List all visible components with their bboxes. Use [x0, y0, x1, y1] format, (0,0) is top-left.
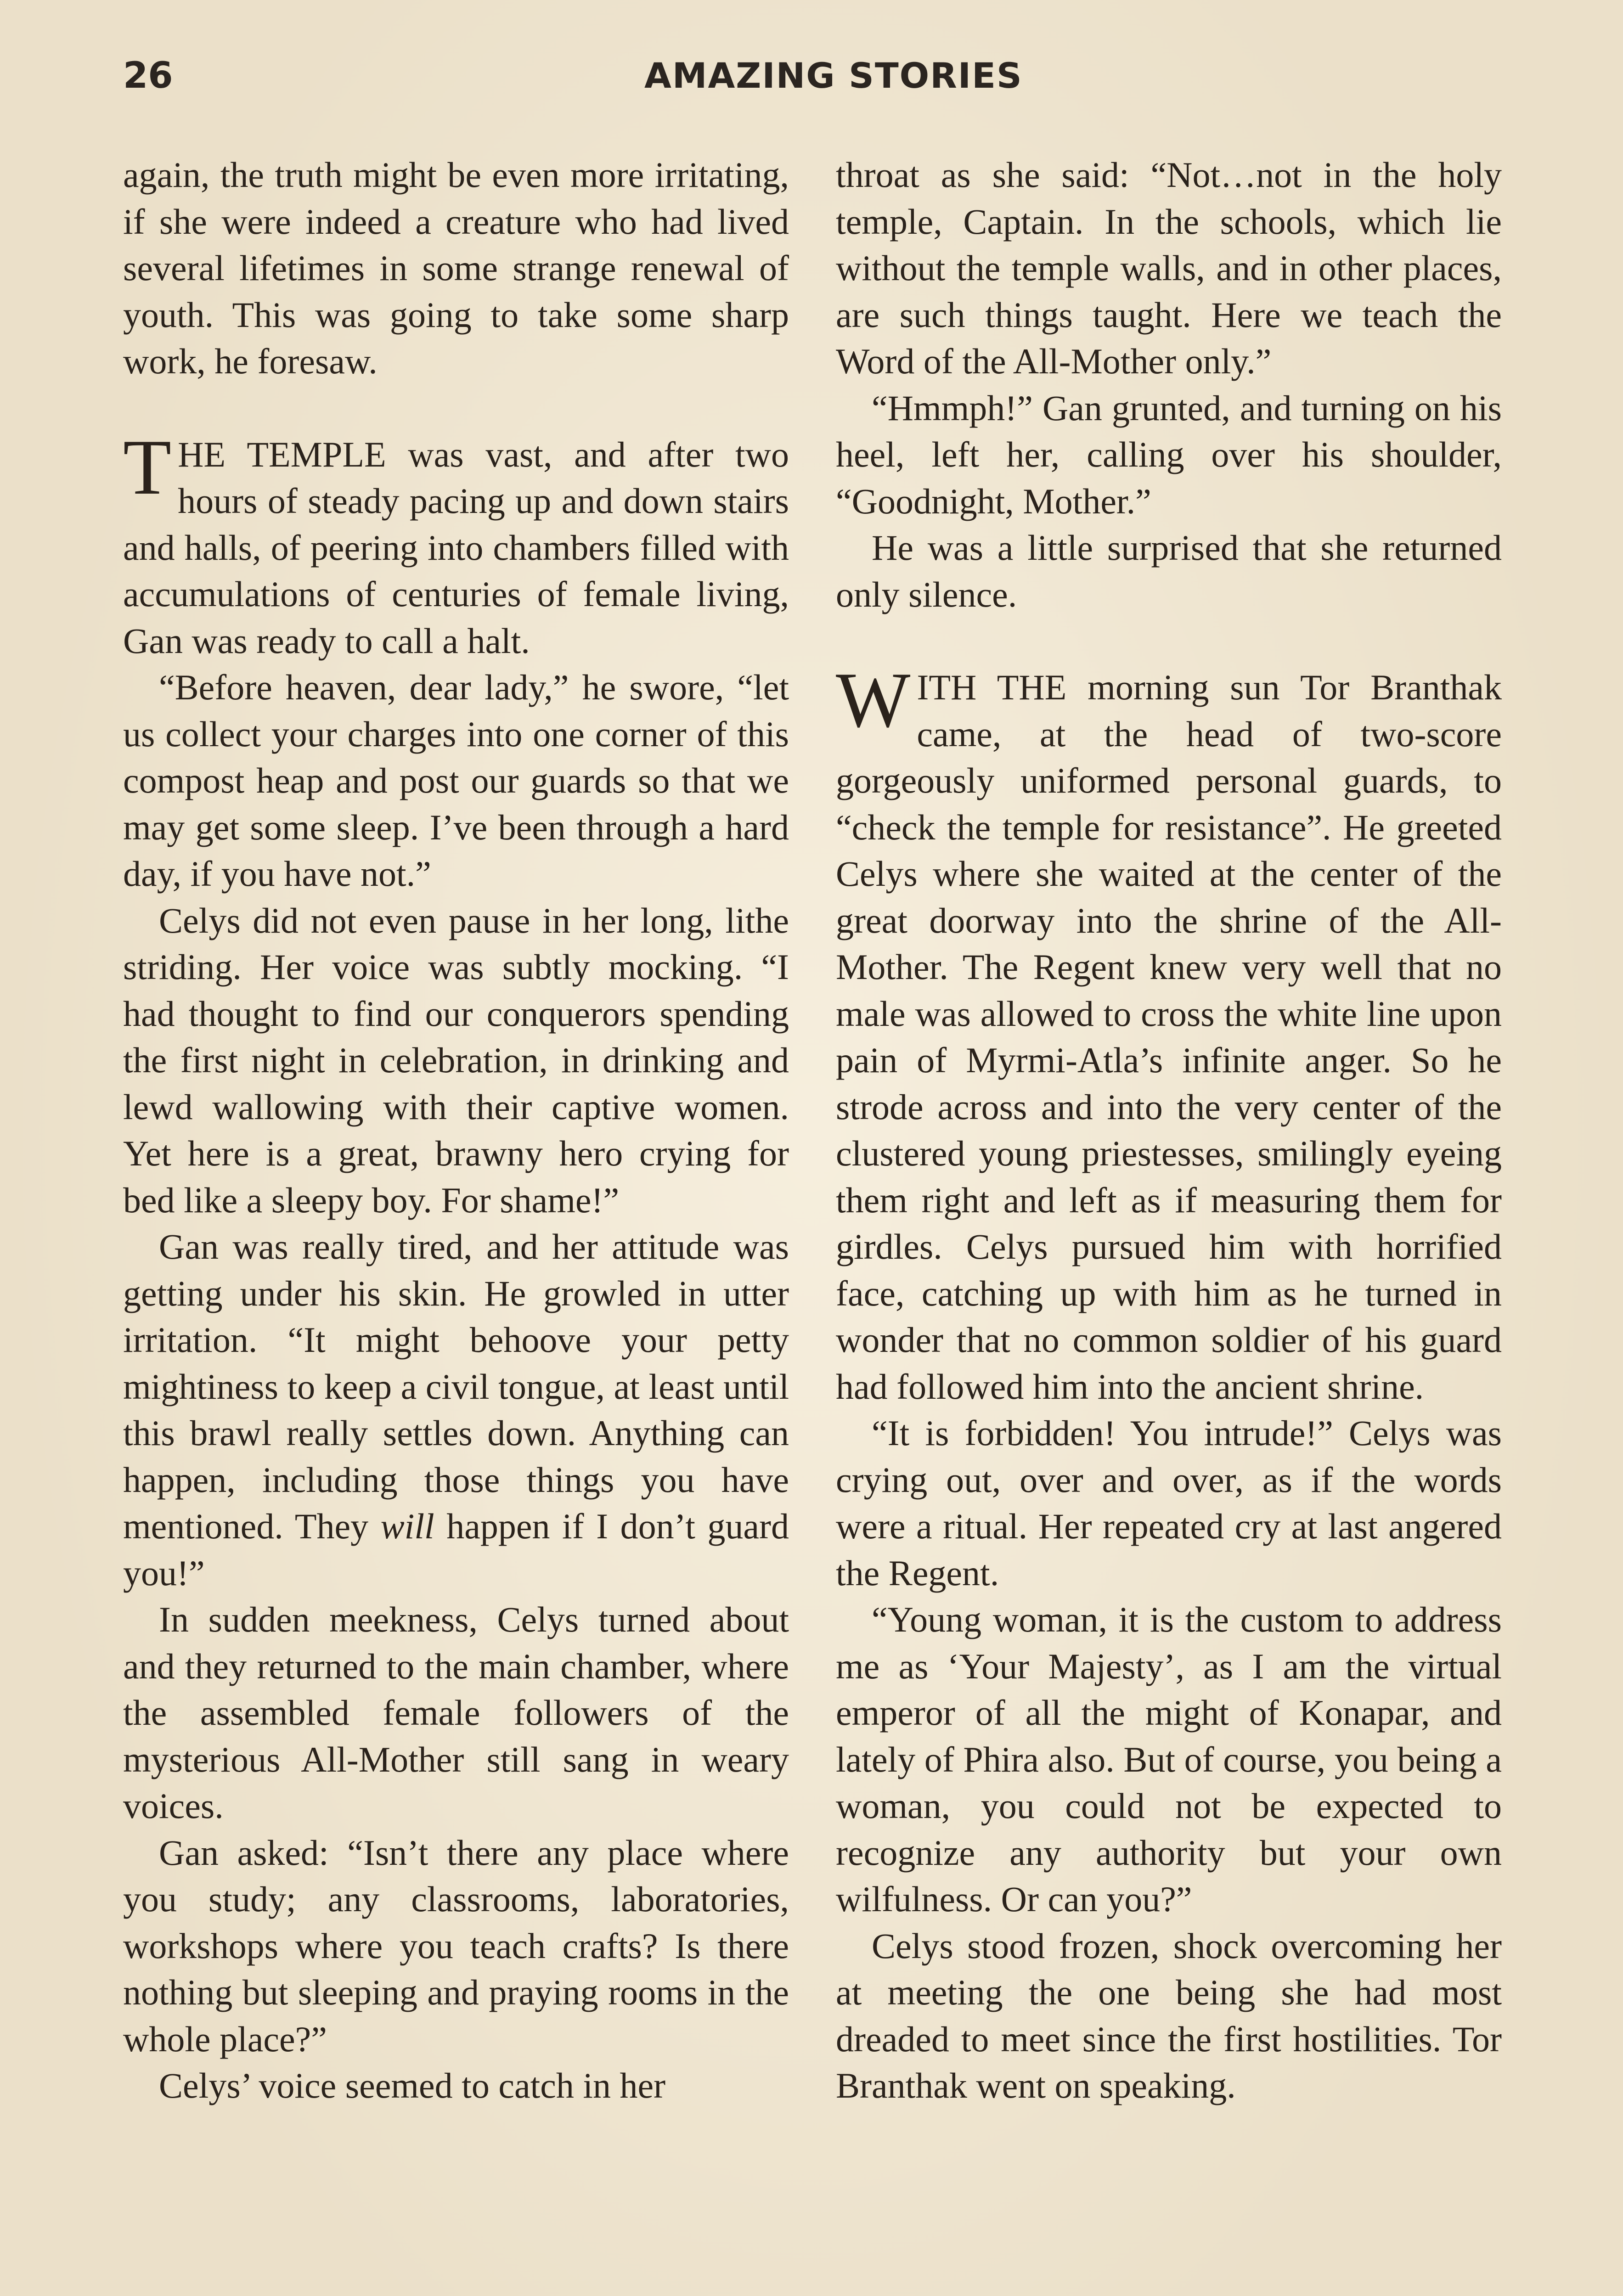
paragraph-text: HE TEMPLE was vast, and after two hours of steady pacing up and down stairs and halls, of peering into chambers filled with accumulations of centuries of female living, Gan was ready to call a halt.: [123, 434, 789, 661]
paragraph: again, the truth might be even more irritating, if she were indeed a creature who had lived several lifetimes in some strange renewal of youth. This was going to take some sharp work, he foresaw.: [123, 155, 789, 381]
section-start-paragraph: [836, 657, 1502, 1410]
paragraph: “Young woman, it is the custom to address me as ‘Your Majesty’, as I am the virtual emperor of all the might of Konapar, and lately of Phira also. But of course, you being a woman, you could not be expected to recognize any authority but your own wilfulness. Or can you?”: [836, 1599, 1502, 1919]
emphasis: will: [380, 1506, 434, 1546]
paragraph: “It is forbidden! You intrude!” Celys was crying out, over and over, as if the words were a ritual. Her repeated cry at last angered the Regent.: [836, 1413, 1502, 1593]
paragraph-text: ITH THE morning sun Tor Branthak came, at the head of two-score gorgeously uniformed personal guards, to “check the temple for resistance”. He greeted Celys where she waited at the center of the great doorway into the shrine of the All-Mother. The Regent knew very well that no male was allowed to cross the white line upon pain of Myrmi-Atla’s infinite anger. So he strode across and into the very center of the clustered young priestesses, smilingly eyeing them right and left as if measuring them for girdles. Celys pursued him with horrified face, catching up with him as he turned in wonder that no common soldier of his guard had followed him into the ancient shrine.: [836, 667, 1502, 1407]
drop-cap: T: [123, 423, 172, 511]
paragraph: Gan asked: “Isn’t there any place where you study; any classrooms, laboratories, workshops where you teach crafts? Is there nothing but sleeping and praying rooms in the whole place?”: [123, 1832, 789, 2059]
paragraph-text: happen if I don’t guard you!”: [123, 1506, 789, 1593]
paragraph: He was a little surprised that she returned only silence.: [836, 528, 1502, 614]
paragraph-text: Gan was really tired, and her attitude was getting under his skin. He growled in utter irritation. “It might behoove your petty mightiness to keep a civil tongue, at least until this brawl really settles down. Anything can happen, including those things you have mentioned. They: [123, 1227, 789, 1546]
drop-cap: W: [836, 657, 911, 744]
paragraph: throat as she said: “Not…not in the holy temple, Captain. In the schools, which lie without the temple walls, and in other places, are such things taught. Here we teach the Word of the All-Mother only.”: [836, 155, 1502, 381]
page-header: [123, 55, 1501, 110]
paragraph: [123, 1223, 789, 1596]
section-start-paragraph: [123, 423, 789, 664]
paragraph: Celys’ voice seemed to catch in her: [159, 2065, 666, 2105]
left-column: [123, 152, 789, 2109]
paragraph: Celys did not even pause in her long, lithe striding. Her voice was subtly mocking. “I had thought to find our conquerors spending the first night in celebration, in drinking and lewd wallowing with their captive women. Yet here is a great, brawny hero crying for bed like a sleepy boy. For shame!”: [123, 900, 789, 1220]
running-title: AMAZING STORIES: [644, 55, 1023, 96]
paragraph: “Hmmph!” Gan grunted, and turning on his heel, left her, calling over his shoulder, “Goodnight, Mother.”: [836, 388, 1502, 521]
paragraph: In sudden meekness, Celys turned about and they returned to the main chamber, where the assembled female followers of the mysterious All-Mother still sang in weary voices.: [123, 1599, 789, 1826]
paragraph: “Before heaven, dear lady,” he swore, “let us collect your charges into one corner of this compost heap and post our guards so that we may get some sleep. I’ve been through a hard day, if you have not.”: [123, 667, 789, 894]
page-number: 26: [123, 55, 173, 96]
right-column: [836, 152, 1502, 2109]
paragraph: Celys stood frozen, shock overcoming her at meeting the one being she had most dreaded to meet since the first hostilities. Tor Branthak went on speaking.: [836, 1925, 1502, 2105]
